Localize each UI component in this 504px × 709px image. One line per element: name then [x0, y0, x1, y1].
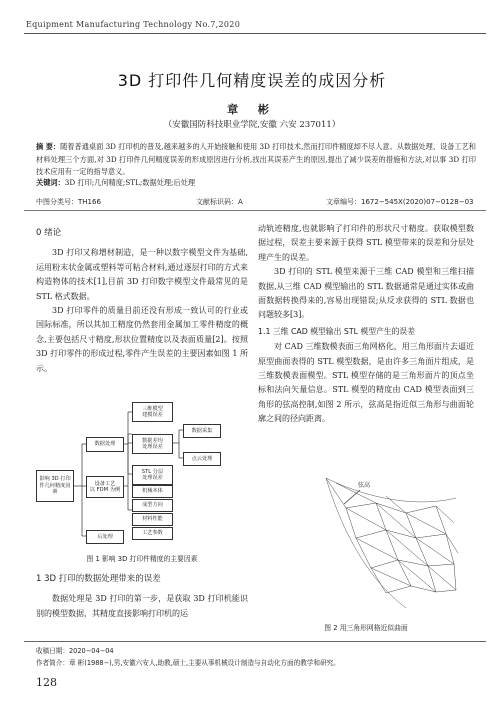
fig1-process-params: 工艺参数	[132, 527, 173, 540]
keywords-text: 3D 打印;几何精度;STL;数据处理;后处理	[64, 178, 196, 187]
section-0-para-2: 3D 打印零件的质量目前还没有形成一致认可的行业或国际标准，所以其加工精度仍然套用金属加工零件精度的概念,主要包括尺寸精度,形状位置精度以及表面质量[2]。按照 3D 打印零件的形成过程,零件产生误差的主要因素如图 1 所示。	[36, 306, 248, 373]
section-1	[36, 572, 248, 621]
section-1-para-1: 数据处理是 3D 打印的第一步，是获取 3D 打印机能识别的模型数据，其精度直接影响打印机的运	[36, 594, 248, 618]
figure-1-diagram	[36, 386, 248, 548]
abstract	[36, 141, 476, 179]
figure-1-caption: 图 1 影响 3D 打印件精度的主要因素	[86, 555, 198, 563]
right-para-3: 对 CAD 三维数模表面三角网格化，用三角形面片去逼近原型曲面表得的 STL 模型数据，是由许多三角面片组成，是三维数模表面模型。STL 模型存储的是三角形面片的顶点坐标和法向矢量信息。STL 模型的精度由 CAD 模型表面到三角形的弦高控制,如图 2 所示，弦高是指近似三角形与曲面轮廓之间的径向距离。	[258, 342, 474, 424]
fig1-model-error: 三维模型 建模误差	[132, 402, 173, 422]
right-para-2: 3D 打印的 STL 模型来源于三维 CAD 模型和三维扫描数据,从三维 CAD 模型输出的 STL 数据通常是通过实体或曲面数据转换得来的,容易出现错误;从反求获得的 STL 数据也问题较多[3]。	[258, 267, 474, 320]
document-code: 文献标识码：A	[196, 198, 243, 206]
article-number: 文章编号：1672−545X(2020)07−0128−03	[326, 198, 474, 206]
header-rule	[24, 33, 486, 34]
fig1-data-error: 数据差均 处理误差	[132, 434, 173, 454]
section-0-heading: 0 绪论	[36, 228, 62, 238]
clc-number: 中图分类号：TH166	[36, 198, 101, 206]
fig1-point-cloud: 点云处理	[183, 452, 221, 466]
subsection-1-1-heading: 1.1 三维 CAD 模型输出 STL 模型产生的误差	[258, 326, 415, 336]
paper-title: 3D 打印件几何精度误差的成因分析	[117, 71, 387, 90]
fig1-branch-data: 数据处理	[86, 437, 124, 452]
received-date: 收稿日期：2020−04−04	[36, 647, 114, 655]
meta-rule	[24, 210, 486, 211]
fig1-stl-error: STL 分层 处理误差	[132, 465, 173, 485]
figure-2-mesh	[286, 468, 464, 618]
section-0-para-1: 3D 打印又称增材制造，是一种以数字模型文件为基础,运用粉末状金属或塑料等可粘合材料,通过逐层打印的方式来构造物体的技术[1],目前 3D 打印数字模型文件最常见的是 STL 格式数据。	[36, 248, 248, 301]
keywords	[36, 178, 476, 188]
right-column	[258, 222, 474, 427]
fig1-branch-post: 后处理	[86, 530, 124, 544]
abstract-label: 摘 要：	[36, 142, 61, 151]
fig1-material: 材料性能	[132, 513, 173, 526]
footer-rule	[24, 641, 486, 642]
fig1-branch-equipment: 设备工艺 以 FDM 为例	[86, 476, 124, 498]
author: 章 彬	[227, 103, 277, 116]
affiliation: （安徽国防科技职业学院,安徽 六安 237011）	[163, 120, 341, 130]
keywords-label: 关键词：	[36, 178, 65, 187]
figure-2-caption: 图 2 用三角形网格近似曲面	[324, 624, 408, 632]
abstract-text: 随着普通桌面 3D 打印机的普及,越来越多的人开始接触和使用 3D 打印技术,然而打印件精度却不尽人意。从数据处理、设备工艺和材料处理三个方面,对 3D 打印件几何精度误差的形成原因进行分析,找出其误差产生的原因,提出了减少误差的措施和方法,对以事 3D 打印技术应用有一定的指导意义。	[36, 142, 476, 176]
figure-2-diagram	[286, 468, 464, 618]
section-1-heading: 1 3D 打印的数据处理带来的误差	[36, 574, 161, 584]
page-number: 128	[36, 676, 57, 689]
fig1-data-acquisition: 数据采集	[183, 424, 221, 438]
fig1-build-direction: 成型方向	[132, 499, 173, 512]
right-para-1: 动轨迹精度,也就影响了打印件的形状尺寸精度。获取模型数据过程，误差主要来源于获得 STL 模型带来的误差和分层处理产生的误差。	[258, 224, 474, 262]
fig1-machine-body: 机械本体	[132, 485, 173, 498]
left-column	[36, 226, 248, 376]
journal-header: Equipment Manufacturing Technology No.7,2020	[26, 20, 241, 29]
author-bio: 作者简介：章 彬(1988−),男,安徽六安人,助教,硕士,主要从事机械设计制造与自动化方面的教学和研究。	[36, 659, 340, 667]
fig1-root: 影响 3D 打印件几何精度因素	[36, 470, 74, 502]
chord-height-label: 弦高	[358, 482, 371, 489]
